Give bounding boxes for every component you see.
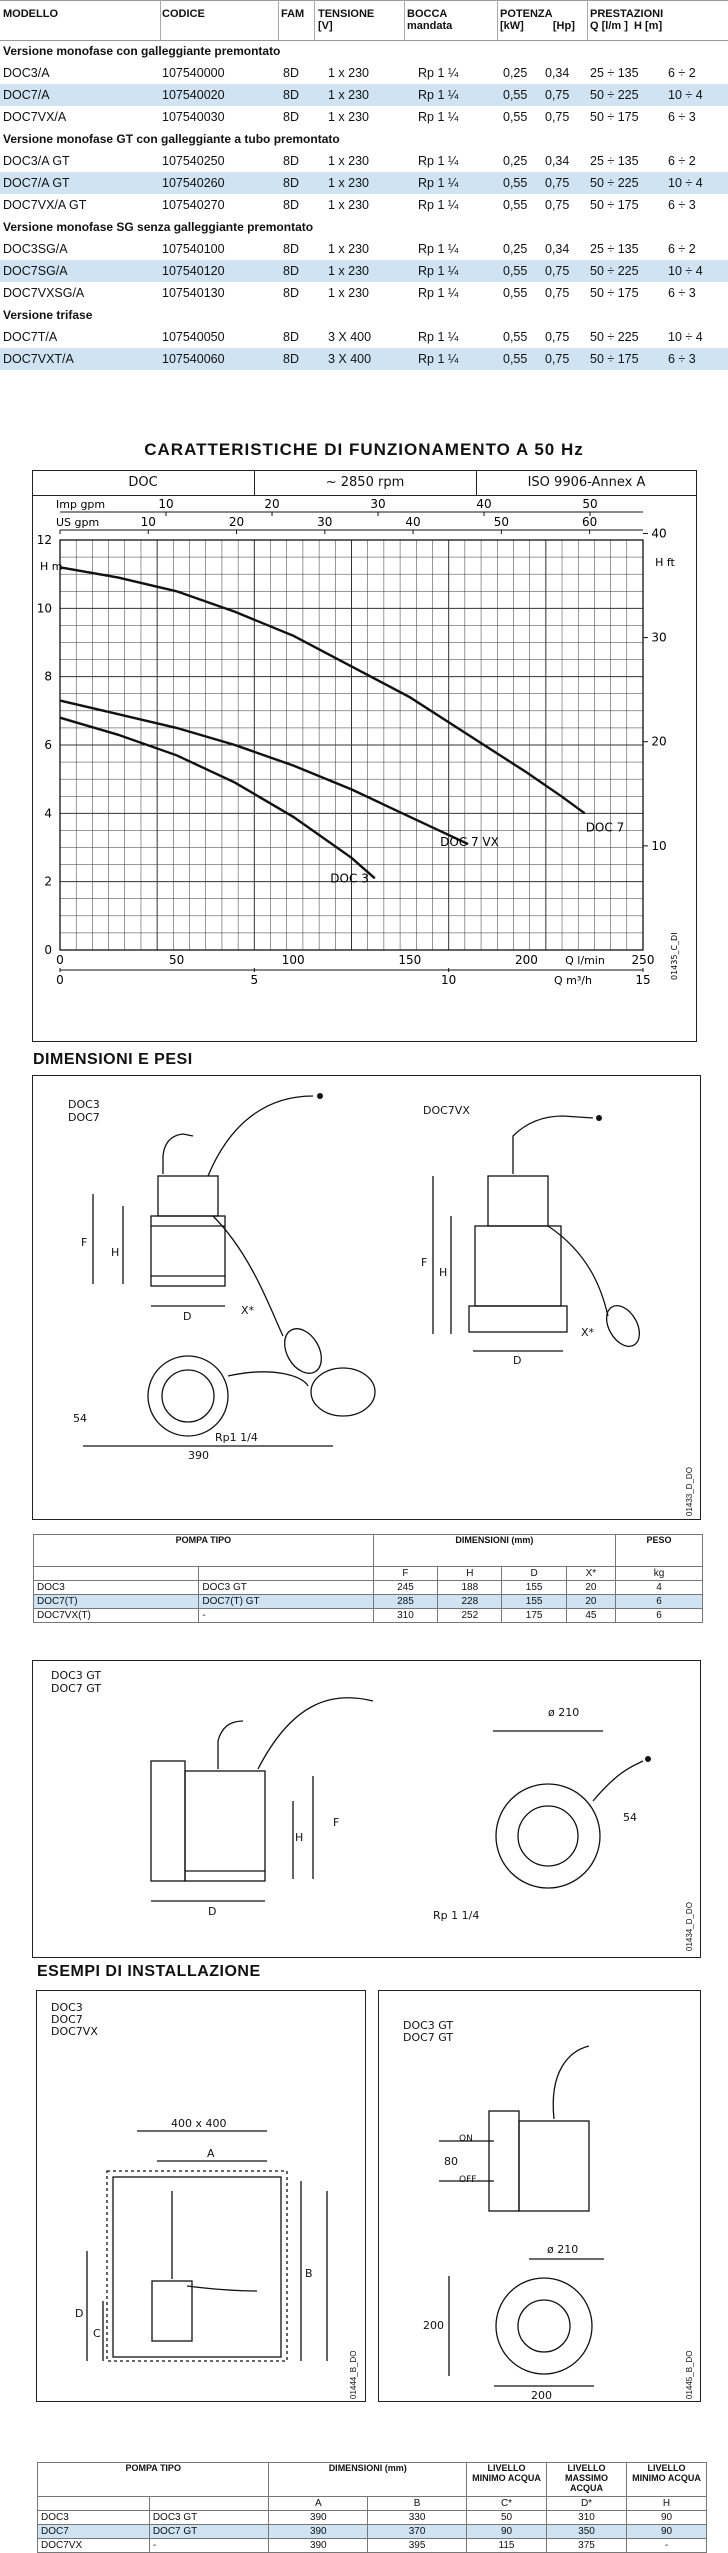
cell-code: 107540020	[162, 88, 225, 102]
dimensions-table: POMPA TIPO DIMENSIONI (mm) PESO F H D X* kg DOC3 DOC3 GT 245 188 155 20 4 DOC7(T) DOC7(T) GT 285 228 155 20 6 DOC7VX(T) - 310 252 175 45 6	[33, 1534, 703, 1623]
cell-port: Rp 1 ¼	[418, 176, 459, 190]
inst1-label-doc7vx: DOC7VX	[51, 2025, 98, 2038]
cell-volt: 1 x 230	[328, 286, 370, 300]
us-tick-label: 40	[405, 515, 421, 529]
cell-model: DOC3/A	[3, 66, 50, 80]
table-cell: 390	[269, 2539, 368, 2553]
table-cell: 245	[373, 1581, 437, 1595]
imp-tick-label: 10	[158, 497, 174, 511]
cell-model: DOC7VX/A	[3, 110, 67, 124]
table-cell: 395	[368, 2539, 467, 2553]
x2-tick-label: 10	[441, 973, 457, 987]
cell-fam: 8D	[283, 264, 299, 278]
fig2-dim-d: D	[208, 1905, 217, 1918]
fig1b-dim-x: X*	[581, 1326, 595, 1339]
fig2-dim-rp: Rp 1 1/4	[433, 1909, 480, 1922]
cell-port: Rp 1 ¼	[418, 242, 459, 256]
table-cell: 115	[467, 2539, 547, 2553]
cell-hp: 0,75	[545, 88, 570, 102]
cell-hp: 0,34	[545, 242, 570, 256]
series-label: DOC 7	[585, 820, 625, 835]
cell-model: DOC3/A GT	[3, 154, 70, 168]
cell-code: 107540000	[162, 66, 225, 80]
inst2-dim-o210: ø 210	[547, 2243, 579, 2256]
install-table: POMPA TIPO DIMENSIONI (mm) LIVELLO MINIMO ACQUA LIVELLO MASSIMO ACQUA LIVELLO MINIMO ACQUA A B C* D* H DOC3 DOC3 GT 390 330 50 310 90 DOC7 DOC7 GT 390 370 90 350 90 DOC7VX - 390 395 115 375 -	[37, 2462, 707, 2553]
cell-port: Rp 1 ¼	[418, 110, 459, 124]
cell-h: 6 ÷ 2	[668, 66, 696, 80]
cell-q: 50 ÷ 175	[590, 110, 639, 124]
cell-model: DOC3SG/A	[3, 242, 68, 256]
performance-chart	[32, 496, 697, 1042]
fig1-code: 01433_D_DO	[685, 1467, 694, 1516]
inst2-dim-200a: 200	[423, 2319, 444, 2332]
cell-fam: 8D	[283, 352, 299, 366]
imp-axis-label: Imp gpm	[56, 498, 106, 511]
table-cell: 390	[269, 2511, 368, 2525]
col-potenza: POTENZA [kW] [Hp]	[500, 8, 575, 32]
cell-q: 50 ÷ 175	[590, 286, 639, 300]
imp-tick-label: 30	[370, 497, 386, 511]
cell-code: 107540100	[162, 242, 225, 256]
us-tick-label: 50	[493, 515, 509, 529]
cell-port: Rp 1 ¼	[418, 330, 459, 344]
cell-code: 107540030	[162, 110, 225, 124]
chart-rpm: ~ 2850 rpm	[325, 475, 405, 490]
inst1-dim-b: B	[305, 2267, 313, 2280]
table-row	[34, 1595, 703, 1609]
cell-fam: 8D	[283, 66, 299, 80]
table-row	[34, 1581, 703, 1595]
us-tick-label: 10	[140, 515, 156, 529]
cell-volt: 3 X 400	[328, 352, 372, 366]
table-cell: 375	[547, 2539, 627, 2553]
install-drawing-2	[379, 1991, 699, 2401]
x2-tick-label: 5	[250, 973, 259, 987]
table-cell: 50	[467, 2511, 547, 2525]
fig1-dim-x: X*	[241, 1304, 255, 1317]
y2-tick-label: 30	[651, 630, 667, 645]
table-cell: DOC7VX	[38, 2539, 150, 2553]
cell-port: Rp 1 ¼	[418, 264, 459, 278]
x2-tick-label: 15	[635, 973, 651, 987]
cell-code: 107540060	[162, 352, 225, 366]
install-figure-1	[36, 1990, 366, 2402]
curve-doc-7-vx	[60, 701, 468, 845]
cell-code: 107540050	[162, 330, 225, 344]
fig1-dim-h: H	[111, 1246, 120, 1259]
spec-row	[0, 238, 728, 260]
y-tick-label: 12	[36, 533, 52, 547]
spec-row	[0, 62, 728, 84]
section-title: Versione monofase con galleggiante premontato	[3, 44, 281, 58]
y-tick-label: 6	[44, 738, 52, 752]
col-codice: CODICE	[162, 8, 205, 20]
cell-fam: 8D	[283, 242, 299, 256]
cell-q: 50 ÷ 225	[590, 330, 639, 344]
table-cell: -	[149, 2539, 269, 2553]
cell-kw: 0,55	[503, 352, 528, 366]
y-axis-label: H m	[40, 560, 63, 573]
cell-q: 25 ÷ 135	[590, 242, 639, 256]
pump-drawing-1	[33, 1076, 699, 1518]
table-cell: 370	[368, 2525, 467, 2539]
table-cell: 310	[547, 2511, 627, 2525]
table-cell: DOC3 GT	[199, 1581, 373, 1595]
table-cell: DOC3	[34, 1581, 199, 1595]
cell-kw: 0,55	[503, 88, 528, 102]
cell-q: 25 ÷ 135	[590, 66, 639, 80]
spec-row	[0, 326, 728, 348]
table-cell: DOC3	[38, 2511, 150, 2525]
cell-volt: 1 x 230	[328, 154, 370, 168]
cell-code: 107540250	[162, 154, 225, 168]
chart-code: 01435_C_DI	[670, 932, 679, 980]
table-cell: 4	[616, 1581, 703, 1595]
table-cell: 20	[566, 1581, 615, 1595]
cell-q: 50 ÷ 175	[590, 352, 639, 366]
cell-hp: 0,75	[545, 330, 570, 344]
cell-kw: 0,55	[503, 198, 528, 212]
col-tensione: TENSIONE [V]	[318, 8, 375, 32]
y2-tick-label: 20	[651, 734, 667, 749]
fig1b-dim-d: D	[513, 1354, 522, 1367]
cell-hp: 0,75	[545, 198, 570, 212]
spec-row	[0, 106, 728, 128]
table-cell: 330	[368, 2511, 467, 2525]
fig1-dim-d: D	[183, 1310, 192, 1323]
table-cell: 90	[627, 2525, 707, 2539]
table-cell: DOC7(T)	[34, 1595, 199, 1609]
x-tick-label: 200	[514, 953, 538, 967]
table-cell: 285	[373, 1595, 437, 1609]
x-tick-label: 0	[56, 953, 64, 967]
table-cell: 6	[616, 1595, 703, 1609]
cell-volt: 3 X 400	[328, 330, 372, 344]
y2-tick-label: 10	[651, 838, 667, 853]
install-drawing-1	[37, 1991, 365, 2401]
cell-hp: 0,75	[545, 352, 570, 366]
y-tick-label: 2	[44, 874, 52, 889]
spec-row	[0, 150, 728, 172]
table-cell: 90	[627, 2511, 707, 2525]
table-cell: 188	[438, 1581, 502, 1595]
cell-h: 10 ÷ 4	[668, 176, 703, 190]
cell-port: Rp 1 ¼	[418, 352, 459, 366]
cell-model: DOC7VXSG/A	[3, 286, 85, 300]
x-tick-label: 150	[398, 953, 422, 967]
x-tick-label: 50	[168, 953, 185, 967]
inst1-dim-c: C	[93, 2327, 101, 2340]
cell-volt: 1 x 230	[328, 110, 370, 124]
dimensions-figure-1	[32, 1075, 701, 1520]
spec-row	[0, 194, 728, 216]
x-axis-label: Q l/min	[565, 954, 605, 967]
spec-row	[0, 172, 728, 194]
x-tick-label: 250	[631, 953, 655, 967]
fig1-label-doc3: DOC3	[68, 1098, 100, 1111]
series-label: DOC 3	[330, 871, 369, 886]
y-tick-label: 0	[44, 943, 52, 957]
table-cell: 350	[547, 2525, 627, 2539]
spec-row	[0, 260, 728, 282]
table-cell: 20	[566, 1595, 615, 1609]
cell-fam: 8D	[283, 110, 299, 124]
table-row	[38, 2539, 707, 2553]
cell-volt: 1 x 230	[328, 198, 370, 212]
cell-h: 10 ÷ 4	[668, 330, 703, 344]
cell-port: Rp 1 ¼	[418, 88, 459, 102]
spec-row	[0, 84, 728, 106]
section-title: Versione trifase	[3, 308, 93, 322]
fig2-dim-h: H	[295, 1831, 304, 1844]
cell-kw: 0,25	[503, 242, 528, 256]
table-cell: 228	[438, 1595, 502, 1609]
cell-model: DOC7VX/A GT	[3, 198, 87, 212]
fig1-dim-rp: Rp1 1/4	[215, 1431, 258, 1444]
fig1b-dim-h: H	[439, 1266, 448, 1279]
cell-code: 107540270	[162, 198, 225, 212]
chart-title: CARATTERISTICHE DI FUNZIONAMENTO A 50 Hz	[144, 440, 584, 459]
cell-volt: 1 x 230	[328, 88, 370, 102]
inst2-off: OFF	[459, 2175, 477, 2185]
table-cell: -	[199, 1609, 373, 1623]
cell-q: 50 ÷ 225	[590, 88, 639, 102]
inst2-dim-80: 80	[444, 2155, 458, 2168]
inst2-code: 01445_B_DO	[685, 2350, 694, 2399]
x-tick-label: 100	[281, 953, 305, 967]
cell-kw: 0,55	[503, 176, 528, 190]
cell-port: Rp 1 ¼	[418, 154, 459, 168]
cell-fam: 8D	[283, 154, 299, 168]
cell-fam: 8D	[283, 330, 299, 344]
cell-fam: 8D	[283, 198, 299, 212]
spec-row	[0, 348, 728, 370]
inst1-code: 01444_B_DO	[349, 2350, 358, 2399]
cell-volt: 1 x 230	[328, 264, 370, 278]
section-title: Versione monofase SG senza galleggiante premontato	[3, 220, 314, 234]
cell-h: 6 ÷ 3	[668, 286, 696, 300]
cell-code: 107540120	[162, 264, 225, 278]
inst1-label-doc3: DOC3	[51, 2001, 83, 2014]
install-figure-2	[378, 1990, 701, 2402]
col-fam: FAM	[281, 8, 305, 20]
cell-h: 10 ÷ 4	[668, 88, 703, 102]
table-cell: DOC7 GT	[149, 2525, 269, 2539]
table-cell: 390	[269, 2525, 368, 2539]
dimensions-title: DIMENSIONI E PESI	[33, 1051, 193, 1068]
table-cell: DOC7(T) GT	[199, 1595, 373, 1609]
table-cell: DOC7VX(T)	[34, 1609, 199, 1623]
cell-hp: 0,75	[545, 264, 570, 278]
us-tick-label: 20	[228, 515, 245, 529]
col-prestazioni: PRESTAZIONI Q [l/m ] H [m]	[590, 8, 664, 32]
inst2-label-doc3gt: DOC3 GT	[403, 2019, 454, 2032]
cell-hp: 0,75	[545, 110, 570, 124]
cell-hp: 0,75	[545, 286, 570, 300]
cell-kw: 0,25	[503, 66, 528, 80]
cell-model: DOC7/A GT	[3, 176, 70, 190]
cell-hp: 0,34	[545, 66, 570, 80]
fig2-dim-o210: ø 210	[548, 1706, 580, 1719]
cell-code: 107540130	[162, 286, 225, 300]
cell-h: 6 ÷ 2	[668, 242, 696, 256]
inst2-on: ON	[459, 2134, 473, 2144]
fig2-code: 01434_D_DO	[685, 1902, 694, 1951]
inst1-dim-a: A	[207, 2147, 215, 2160]
section-title: Versione monofase GT con galleggiante a tubo premontato	[3, 132, 340, 146]
cell-code: 107540260	[162, 176, 225, 190]
table-cell: 6	[616, 1609, 703, 1623]
table-row	[38, 2511, 707, 2525]
spec-row	[0, 282, 728, 304]
fig1-dim-f: F	[81, 1236, 88, 1249]
cell-volt: 1 x 230	[328, 66, 370, 80]
fig2-label-doc3gt: DOC3 GT	[51, 1669, 102, 1682]
fig1-label-doc7vx: DOC7VX	[423, 1104, 470, 1117]
cell-h: 6 ÷ 3	[668, 198, 696, 212]
imp-tick-label: 50	[582, 497, 598, 511]
fig1-dim-54: 54	[73, 1412, 87, 1425]
cell-kw: 0,25	[503, 154, 528, 168]
col-modello: MODELLO	[3, 8, 58, 20]
inst2-label-doc7gt: DOC7 GT	[403, 2031, 454, 2044]
cell-hp: 0,34	[545, 154, 570, 168]
cell-q: 50 ÷ 175	[590, 198, 639, 212]
fig1-dim-390: 390	[188, 1449, 209, 1462]
inst1-dim-d: D	[75, 2307, 84, 2320]
cell-hp: 0,75	[545, 176, 570, 190]
cell-h: 6 ÷ 2	[668, 154, 696, 168]
chart-header	[32, 470, 697, 496]
cell-model: DOC7/A	[3, 88, 50, 102]
fig2-dim-54: 54	[623, 1811, 637, 1824]
series-label: DOC 7 VX	[440, 835, 499, 850]
fig2-label-doc7gt: DOC7 GT	[51, 1682, 102, 1695]
cell-h: 10 ÷ 4	[668, 264, 703, 278]
table-cell: 155	[502, 1581, 566, 1595]
cell-q: 50 ÷ 225	[590, 264, 639, 278]
table-row	[38, 2525, 707, 2539]
cell-h: 6 ÷ 3	[668, 110, 696, 124]
us-tick-label: 30	[317, 515, 333, 529]
inst2-dim-200b: 200	[531, 2389, 552, 2402]
imp-tick-label: 40	[476, 497, 492, 511]
chart-norm: ISO 9906-Annex A	[527, 475, 646, 490]
x2-tick-label: 0	[56, 973, 64, 987]
x2-axis-label: Q m³/h	[554, 974, 592, 987]
inst1-label-doc7: DOC7	[51, 2013, 83, 2026]
table-cell: 45	[566, 1609, 615, 1623]
y2-axis-label: H ft	[655, 556, 675, 569]
inst1-dim-400: 400 x 400	[171, 2117, 227, 2130]
cell-kw: 0,55	[503, 110, 528, 124]
fig2-dim-f: F	[333, 1816, 340, 1829]
us-axis-label: US gpm	[56, 516, 100, 529]
cell-port: Rp 1 ¼	[418, 66, 459, 80]
cell-kw: 0,55	[503, 330, 528, 344]
cell-kw: 0,55	[503, 264, 528, 278]
y-tick-label: 8	[44, 669, 52, 684]
cell-port: Rp 1 ¼	[418, 198, 459, 212]
cell-q: 25 ÷ 135	[590, 154, 639, 168]
y2-tick-label: 40	[651, 526, 667, 541]
table-row	[34, 1609, 703, 1623]
cell-model: DOC7SG/A	[3, 264, 68, 278]
cell-kw: 0,55	[503, 286, 528, 300]
cell-port: Rp 1 ¼	[418, 286, 459, 300]
cell-model: DOC7VXT/A	[3, 352, 74, 366]
fig1-label-doc7: DOC7	[68, 1111, 100, 1124]
table-cell: 175	[502, 1609, 566, 1623]
cell-fam: 8D	[283, 286, 299, 300]
table-cell: DOC7	[38, 2525, 150, 2539]
curve-doc-3	[60, 718, 375, 879]
col-bocca: BOCCA mandata	[407, 8, 453, 32]
fig1b-dim-f: F	[421, 1256, 428, 1269]
table-cell: -	[627, 2539, 707, 2553]
y-tick-label: 4	[44, 806, 52, 821]
chart-model: DOC	[128, 475, 158, 490]
pump-drawing-2	[33, 1661, 699, 1957]
cell-volt: 1 x 230	[328, 176, 370, 190]
table-cell: 252	[438, 1609, 502, 1623]
spec-table	[0, 0, 728, 430]
dimensions-figure-2	[32, 1660, 701, 1958]
cell-model: DOC7T/A	[3, 330, 58, 344]
us-tick-label: 60	[581, 515, 598, 529]
y-tick-label: 10	[36, 601, 52, 616]
cell-fam: 8D	[283, 176, 299, 190]
table-cell: 155	[502, 1595, 566, 1609]
install-title: ESEMPI DI INSTALLAZIONE	[37, 1963, 261, 1980]
cell-q: 50 ÷ 225	[590, 176, 639, 190]
cell-h: 6 ÷ 3	[668, 352, 696, 366]
table-cell: DOC3 GT	[149, 2511, 269, 2525]
table-cell: 310	[373, 1609, 437, 1623]
table-cell: 90	[467, 2525, 547, 2539]
cell-fam: 8D	[283, 88, 299, 102]
cell-volt: 1 x 230	[328, 242, 370, 256]
imp-tick-label: 20	[264, 497, 280, 511]
